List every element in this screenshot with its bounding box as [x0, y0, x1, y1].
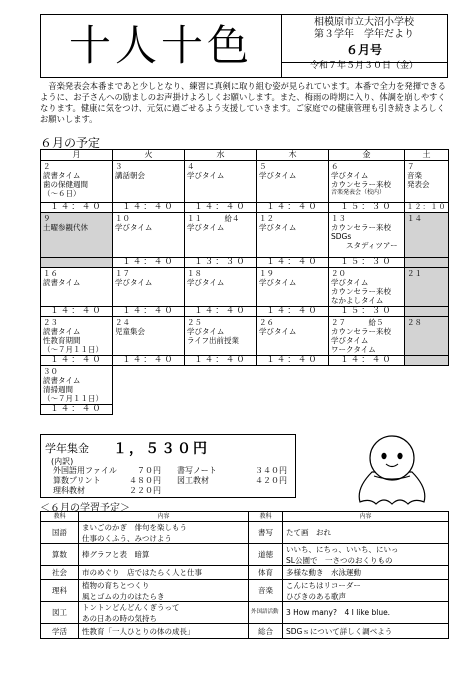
day-entry: １１ 給４: [187, 214, 240, 223]
learning-header: 教科: [249, 512, 283, 522]
content-line: 性教育「一人ひとりの体の成長」: [82, 626, 195, 636]
day-entry: カウンセラー来校: [331, 223, 391, 232]
day-entry: ２４: [115, 318, 130, 327]
calendar-day-cell: [185, 213, 257, 258]
dismissal-time: １５：３０: [329, 203, 405, 213]
content-line: 棒グラフと表 暗算: [82, 550, 150, 559]
title-box: [41, 15, 282, 77]
subject-name: 外国語活動: [249, 602, 283, 624]
subject-name: 国語: [41, 522, 79, 544]
learning-row: [41, 602, 449, 624]
day-entry: ２３: [43, 318, 58, 327]
day-entry: 性教育期間: [43, 336, 81, 345]
dismissal-time: [405, 307, 449, 317]
content-line: 植物の育ちとつくり: [82, 580, 150, 590]
day-entry: 読書タイム: [43, 327, 81, 336]
calendar-day-cell: [185, 161, 257, 203]
day-entry: 学びタイム: [115, 278, 153, 287]
subject-name: 体育: [249, 566, 283, 580]
dismissal-time: １４：４０: [185, 307, 257, 317]
empty-cell: [185, 405, 257, 415]
calendar-day-cell: [41, 161, 113, 203]
learning-header: 内容: [283, 512, 449, 522]
calendar-day-cell: [405, 317, 449, 356]
learning-header-row: [41, 512, 449, 522]
day-entry: 学びタイム: [331, 336, 369, 345]
calendar-day-cell: [185, 268, 257, 307]
day-entry: 学びタイム: [187, 223, 225, 232]
fee-item-name: 算数プリント: [53, 476, 101, 485]
dismissal-time: １４：４０: [185, 356, 257, 366]
day-entry: １２: [259, 214, 274, 223]
fee-item-price: ７０円: [137, 466, 161, 475]
dismissal-time-row: [41, 203, 449, 213]
content-line: SL公園で 一さつのおくりもの: [286, 555, 393, 565]
day-entry: ２８: [407, 318, 422, 327]
day-entry: カウンセラー来校: [331, 180, 391, 189]
calendar-week-row: [41, 366, 449, 405]
day-entry: ２１: [407, 269, 422, 278]
subject-content: [283, 566, 449, 580]
calendar-day-cell: [329, 268, 405, 307]
empty-cell: [257, 405, 329, 415]
header-divider: [281, 62, 447, 63]
day-entry: （〜６日）: [43, 189, 81, 198]
schedule-title: ６月の予定: [40, 136, 101, 150]
calendar-week-row: [41, 268, 449, 307]
dismissal-time: １４：４０: [41, 203, 113, 213]
dismissal-time: １４：４０: [329, 356, 405, 366]
calendar-day-cell: [257, 213, 329, 258]
subject-content: [79, 522, 249, 544]
content-line: SDGｓについて詳しく調べよう: [286, 626, 393, 636]
subject-content: [283, 580, 449, 602]
day-entry: （〜７月１１日）: [43, 394, 103, 403]
dismissal-time-row: [41, 356, 449, 366]
calendar-day-cell: [257, 317, 329, 356]
content-line: 風とゴムの力のはたらき: [82, 591, 165, 601]
day-entry: なかよしタイム: [331, 296, 384, 305]
day-entry: スタディツアー: [331, 241, 398, 250]
subject-name: 算数: [41, 544, 79, 566]
subject-content: [283, 624, 449, 639]
calendar-day-cell: [405, 213, 449, 258]
calendar-day-cell: [41, 213, 113, 258]
dismissal-time: １５：３０: [329, 258, 405, 268]
fee-item-name: 理科教材: [53, 486, 85, 495]
day-entry: 学びタイム: [259, 327, 297, 336]
subject-name: 音楽: [249, 580, 283, 602]
subject-content: [79, 624, 249, 639]
day-entry: １８: [187, 269, 202, 278]
day-entry: （〜７月１１日）: [43, 345, 103, 354]
calendar-week-row: [41, 213, 449, 258]
day-entry: ５: [259, 162, 267, 171]
content-line: トントンどんどんくぎうって: [82, 602, 180, 612]
subject-name: 学活: [41, 624, 79, 639]
day-entry: 学びタイム: [331, 278, 369, 287]
intro-paragraph: 音楽発表会本番まであと少しとなり、練習に真剣に取り組む姿が見られています。本番で全力を発揮できるように、お子さんへの励ましのお声掛けよろしくお願いします。また、梅雨の時期に入り、体調を崩しやすくなります。健康に気をつけ、元気に過ごせるよう支援していきます。ご家庭での健康管理も引き続きよろしくお願いします。: [40, 81, 446, 124]
dismissal-time: １４：４０: [257, 307, 329, 317]
learning-row: [41, 544, 449, 566]
subject-content: [283, 544, 449, 566]
fee-breakdown-label: (内訳): [51, 457, 74, 466]
day-entry: ７: [407, 162, 415, 171]
dismissal-time: １２：１０: [406, 203, 447, 211]
content-line: 市のめぐり 店ではたらく人と仕事: [82, 568, 202, 577]
learning-plan-table: [40, 511, 449, 639]
fee-amount: １，５３０円: [113, 441, 209, 457]
content-line: こんにちはリコーダー: [286, 580, 361, 590]
day-entry: ３０: [43, 367, 58, 376]
empty-cell: [405, 366, 449, 405]
dismissal-time-row: [41, 307, 449, 317]
subject-content: [283, 602, 449, 624]
day-header: 月: [41, 150, 113, 161]
day-entry: カウンセラー来校: [331, 287, 391, 296]
day-entry: ２５: [187, 318, 202, 327]
day-entry: 読書タイム: [43, 376, 81, 385]
calendar-day-cell: [329, 213, 405, 258]
day-header: 火: [113, 150, 185, 161]
day-entry: 学びタイム: [259, 223, 297, 232]
content-line: たて画 おれ: [286, 528, 331, 537]
dismissal-time: １４：４０: [185, 203, 257, 213]
day-entry-small: 音楽発表会（校内）: [331, 189, 386, 196]
calendar-header-row: [41, 150, 449, 161]
day-header: 水: [185, 150, 257, 161]
fee-item-price: ３４０円: [255, 466, 287, 475]
fee-label: 学年集金: [45, 442, 89, 455]
day-entry: ２６: [259, 318, 274, 327]
empty-cell: [405, 405, 449, 415]
day-entry: 講話朝会: [115, 171, 145, 180]
calendar-day-cell: [41, 366, 113, 405]
issue-date: 令和７年５月３０日（金）: [309, 61, 418, 71]
calendar-day-cell: [113, 317, 185, 356]
subject-name: 図工: [41, 602, 79, 624]
learning-row: [41, 580, 449, 602]
dismissal-time: １５：３０: [329, 307, 405, 317]
subject-content: [79, 566, 249, 580]
dismissal-time: [405, 356, 449, 366]
day-header: 木: [257, 150, 329, 161]
day-header: 金: [329, 150, 405, 161]
subject-content: [283, 522, 449, 544]
schedule-calendar: [40, 149, 449, 415]
fee-item-price: ４２０円: [255, 476, 287, 485]
learning-row: [41, 522, 449, 544]
dismissal-time: １４：４０: [41, 307, 113, 317]
day-entry: ６: [331, 162, 339, 171]
day-entry: １４: [407, 214, 422, 223]
day-entry: 学びタイム: [259, 171, 297, 180]
dismissal-time: １４：４０: [257, 258, 329, 268]
empty-cell: [113, 405, 185, 415]
day-entry: ９: [43, 214, 51, 223]
learning-header: 教科: [41, 512, 79, 522]
subject-name: 書写: [249, 522, 283, 544]
day-entry: ワークタイム: [331, 345, 376, 354]
subject-name: 総合: [249, 624, 283, 639]
day-entry: ライフ出前授業: [187, 336, 240, 345]
day-entry: ２７ 給５: [331, 318, 384, 327]
fee-item-name: 外国語用ファイル: [53, 466, 117, 475]
dismissal-time: １４：４０: [257, 203, 329, 213]
school-name: 相模原市立大沼小学校: [314, 17, 414, 28]
day-entry: 清掃週間: [43, 385, 73, 394]
calendar-day-cell: [405, 161, 449, 203]
fee-item-name: 書写ノート: [177, 466, 217, 475]
content-line: ひびきのある歌声: [286, 591, 346, 601]
calendar-day-cell: [113, 268, 185, 307]
day-entry: 学びタイム: [259, 278, 297, 287]
content-line: 多様な動き 水泳運動: [286, 568, 361, 577]
calendar-day-cell: [41, 268, 113, 307]
day-entry: １０: [115, 214, 130, 223]
day-entry: 学びタイム: [115, 223, 153, 232]
content-line: いいち、にちっ、いいち、にいっ: [286, 544, 399, 554]
calendar-day-cell: [329, 317, 405, 356]
day-entry: １３: [331, 214, 346, 223]
day-entry: 学びタイム: [187, 171, 225, 180]
day-entry: 学びタイム: [187, 327, 225, 336]
calendar-week-row: [41, 317, 449, 356]
dismissal-time: [405, 258, 449, 268]
day-entry: １９: [259, 269, 274, 278]
subject-content: [79, 602, 249, 624]
day-entry: SDGs: [331, 232, 352, 241]
dismissal-time: １４：４０: [257, 356, 329, 366]
calendar-day-cell: [113, 213, 185, 258]
fee-item-price: ２２０円: [129, 486, 161, 495]
issue-label: ６月号: [345, 43, 382, 57]
calendar-week-row: [41, 161, 449, 203]
calendar-day-cell: [41, 317, 113, 356]
empty-cell: [113, 366, 185, 405]
empty-cell: [329, 366, 405, 405]
day-entry: １７: [115, 269, 130, 278]
fee-item-price: ４８０円: [129, 476, 161, 485]
day-entry: ２: [43, 162, 51, 171]
dismissal-time: １４：４０: [113, 258, 185, 268]
dismissal-time-row: [41, 258, 449, 268]
calendar-day-cell: [113, 161, 185, 203]
dismissal-time: [41, 258, 113, 268]
newsletter-title: 十人十色: [68, 21, 253, 70]
grade-fee-box: [40, 434, 296, 498]
dismissal-time: １４：４０: [41, 356, 113, 366]
learning-plan-title: ＜６月の学習予定＞: [40, 503, 130, 514]
dismissal-time: １４：４０: [41, 405, 113, 415]
calendar-day-cell: [405, 268, 449, 307]
dismissal-time: １４：４０: [113, 203, 185, 213]
day-entry: ４: [187, 162, 195, 171]
day-header: 土: [405, 150, 449, 161]
subject-name: 社会: [41, 566, 79, 580]
dismissal-time: １３：３０: [185, 258, 257, 268]
day-entry: 学びタイム: [331, 171, 369, 180]
subject-content: [79, 544, 249, 566]
empty-cell: [185, 366, 257, 405]
empty-cell: [257, 366, 329, 405]
content-line: 仕事のくふう、みつけよう: [82, 533, 172, 543]
fee-item-name: 図工教材: [177, 476, 209, 485]
day-entry: 学びタイム: [187, 278, 225, 287]
day-entry: 音楽: [407, 171, 422, 180]
subject-name: 道徳: [249, 544, 283, 566]
day-entry: 読書タイム: [43, 278, 81, 287]
dismissal-time: １４：４０: [113, 307, 185, 317]
day-entry: 児童集会: [115, 327, 145, 336]
learning-row: [41, 624, 449, 639]
day-entry: 発表会: [407, 180, 430, 189]
day-entry: １６: [43, 269, 58, 278]
learning-header: 内容: [79, 512, 249, 522]
dismissal-time-row: [41, 405, 449, 415]
calendar-day-cell: [257, 268, 329, 307]
learning-row: [41, 566, 449, 580]
calendar-day-cell: [257, 161, 329, 203]
day-entry: カウンセラー来校: [331, 327, 391, 336]
subject-name: 理科: [41, 580, 79, 602]
calendar-day-cell: [329, 161, 405, 203]
newsletter-header: [40, 14, 448, 78]
empty-cell: [329, 405, 405, 415]
header-info: [281, 15, 447, 72]
calendar-day-cell: [185, 317, 257, 356]
subject-content: [79, 580, 249, 602]
dismissal-time: １４：４０: [113, 356, 185, 366]
content-line: まいごのかぎ 俳句を楽しもう: [82, 522, 187, 532]
content-line: あの日あの時の気持ち: [82, 613, 157, 623]
teru-teru-bozu-illustration: [346, 432, 438, 510]
day-entry: 歯の保健週間: [43, 180, 88, 189]
day-entry: ２０: [331, 269, 346, 278]
day-entry: 読書タイム: [43, 171, 81, 180]
newsletter-name: 第３学年 学年だより: [314, 29, 414, 40]
day-entry: 土曜参観代休: [43, 223, 88, 232]
day-entry: ３: [115, 162, 123, 171]
content-line: 3 How many? 4 I like blue.: [286, 608, 391, 617]
